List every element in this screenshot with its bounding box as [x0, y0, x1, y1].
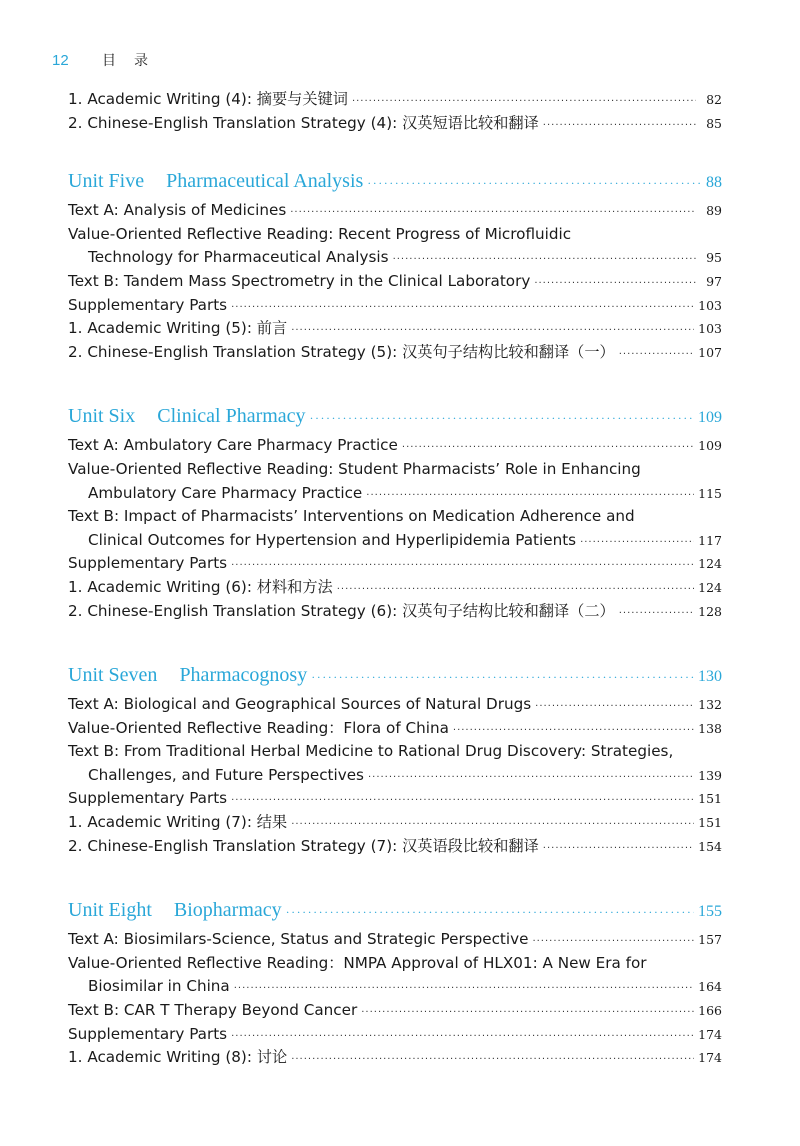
unit-label: Unit Seven — [68, 664, 158, 687]
toc-entry[interactable] — [68, 341, 722, 365]
entry-title: 2. Chinese-English Translation Strategy (5): 汉英句子结构比较和翻译（一） — [68, 342, 615, 361]
entry-title: Text A: Biological and Geographical Sources of Natural Drugs — [68, 695, 532, 714]
dot-leader — [361, 1001, 694, 1025]
entry-title: Text A: Analysis of Medicines — [68, 201, 287, 220]
entry-page: 164 — [698, 979, 722, 995]
unit-section — [68, 400, 722, 623]
dot-leader — [368, 766, 694, 790]
entry-page: 151 — [698, 791, 722, 807]
toc-entry[interactable] — [68, 482, 722, 506]
dot-leader — [532, 930, 694, 954]
entry-title-first-line: Text B: From Traditional Herbal Medicine to Rational Drug Discovery: Strategies, — [68, 742, 674, 761]
entry-page: 115 — [698, 485, 722, 501]
entry-title: 1. Academic Writing (4): 摘要与关键词 — [68, 90, 348, 108]
dot-leader — [286, 896, 694, 928]
entry-title-first-line: Value-Oriented Reflective Reading: Student Pharmacists’ Role in Enhancing — [68, 459, 641, 478]
entry-title: 1. Academic Writing (6): 材料和方法 — [68, 577, 333, 596]
toc-entry[interactable] — [68, 112, 722, 136]
entry-page: 103 — [698, 321, 722, 337]
dot-leader — [352, 90, 696, 114]
toc-entry[interactable] — [68, 1046, 722, 1070]
dot-leader — [534, 272, 696, 296]
entry-title-first-line: Value-Oriented Reflective Reading：NMPA Approval of HLX01: A New Era for — [68, 953, 647, 972]
entry-title: Text A: Ambulatory Care Pharmacy Practice — [68, 436, 398, 455]
entry-title: 1. Academic Writing (8): 讨论 — [68, 1048, 288, 1067]
toc-entry[interactable] — [68, 1023, 722, 1047]
toc-entry[interactable] — [68, 928, 722, 952]
entry-page: 124 — [698, 579, 722, 595]
toc-entry[interactable] — [68, 434, 722, 458]
entry-title: Clinical Outcomes for Hypertension and Hyperlipidemia Patients — [88, 530, 577, 549]
page-number: 12 — [52, 52, 69, 69]
entry-page: 117 — [698, 532, 722, 548]
unit-title: Clinical Pharmacy — [157, 405, 306, 428]
entry-title: Supplementary Parts — [68, 789, 228, 808]
dot-leader — [310, 402, 694, 434]
dot-leader — [535, 695, 694, 719]
toc-entry[interactable] — [68, 787, 722, 811]
toc-entry[interactable] — [68, 764, 722, 788]
entry-page: 128 — [698, 603, 722, 619]
units-list — [68, 165, 722, 1070]
entry-title: Supplementary Parts — [68, 295, 228, 314]
entry-title: Text B: CAR T Therapy Beyond Cancer — [68, 1001, 358, 1020]
unit-heading[interactable] — [68, 894, 722, 926]
dot-leader — [234, 977, 694, 1001]
dot-leader — [291, 813, 694, 837]
dot-leader — [291, 319, 694, 343]
unit-heading[interactable] — [68, 165, 722, 197]
entry-page: 82 — [706, 92, 722, 107]
dot-leader — [453, 719, 694, 743]
unit-title: Pharmacognosy — [179, 664, 308, 687]
toc-entry[interactable] — [68, 975, 722, 999]
entry-title: Biosimilar in China — [88, 977, 230, 996]
entry-page: 174 — [698, 1050, 722, 1066]
dot-leader — [580, 531, 694, 555]
toc-entry[interactable] — [68, 317, 722, 341]
entry-page: 138 — [698, 720, 722, 736]
entry-page: 103 — [698, 297, 722, 313]
toc-entry[interactable] — [68, 294, 722, 318]
entry-title-first-line: Value-Oriented Reflective Reading: Recent Progress of Microfluidic — [68, 224, 572, 243]
entry-title: Challenges, and Future Perspectives — [88, 765, 364, 784]
toc-entry[interactable] — [68, 529, 722, 553]
unit-heading[interactable] — [68, 400, 722, 432]
dot-leader — [543, 837, 694, 861]
entry-title: 2. Chinese-English Translation Strategy (7): 汉英语段比较和翻译 — [68, 836, 539, 855]
entry-page: 89 — [706, 203, 722, 219]
unit-section — [68, 659, 722, 858]
header-title: 目录 — [102, 53, 166, 69]
entry-title: Text B: Tandem Mass Spectrometry in the Clinical Laboratory — [68, 271, 531, 290]
toc-entry[interactable] — [68, 835, 722, 859]
entry-title: Ambulatory Care Pharmacy Practice — [88, 483, 363, 502]
toc-entry[interactable] — [68, 246, 722, 270]
entry-page: 174 — [698, 1026, 722, 1042]
top-entries — [68, 88, 722, 135]
toc-entry[interactable] — [68, 693, 722, 717]
dot-leader — [231, 789, 694, 813]
table-of-contents — [68, 88, 722, 1070]
entry-title: Text A: Biosimilars-Science, Status and Strategic Perspective — [68, 930, 529, 949]
entry-page: 151 — [698, 815, 722, 831]
toc-entry[interactable] — [68, 600, 722, 624]
unit-page: 130 — [698, 668, 722, 686]
entry-title: Supplementary Parts — [68, 1024, 228, 1043]
dot-leader — [337, 578, 694, 602]
toc-entry[interactable] — [68, 811, 722, 835]
dot-leader — [290, 201, 696, 225]
unit-heading[interactable] — [68, 659, 722, 691]
toc-entry[interactable] — [68, 88, 722, 112]
entry-page: 157 — [698, 932, 722, 948]
unit-title: Pharmaceutical Analysis — [166, 170, 364, 193]
entry-title: 1. Academic Writing (5): 前言 — [68, 319, 288, 338]
dot-leader — [366, 484, 694, 508]
dot-leader — [393, 248, 696, 272]
dot-leader — [231, 554, 694, 578]
entry-page: 97 — [706, 273, 722, 289]
entry-title: Value-Oriented Reflective Reading：Flora of China — [68, 718, 449, 737]
dot-leader — [231, 296, 694, 320]
entry-page: 85 — [706, 115, 722, 131]
toc-entry[interactable] — [68, 552, 722, 576]
page-header — [52, 50, 166, 70]
dot-leader — [291, 1048, 694, 1072]
unit-label: Unit Eight — [68, 899, 152, 922]
toc-entry[interactable] — [68, 199, 722, 223]
dot-leader — [231, 1025, 694, 1049]
dot-leader — [543, 114, 696, 138]
unit-page: 155 — [698, 903, 722, 921]
unit-title: Biopharmacy — [173, 899, 282, 922]
entry-title-first-line: Text B: Impact of Pharmacists’ Interventions on Medication Adherence and — [68, 507, 635, 526]
dot-leader — [619, 343, 694, 367]
entry-title: 2. Chinese-English Translation Strategy (4): 汉英短语比较和翻译 — [68, 113, 539, 132]
dot-leader — [367, 167, 702, 199]
dot-leader — [619, 602, 694, 626]
entry-page: 95 — [706, 250, 722, 266]
unit-section — [68, 894, 722, 1070]
entry-title: 1. Academic Writing (7): 结果 — [68, 813, 288, 832]
entry-page: 154 — [698, 838, 722, 854]
entry-page: 107 — [698, 344, 722, 360]
entry-title: Technology for Pharmaceutical Analysis — [88, 248, 389, 267]
dot-leader — [311, 661, 694, 693]
unit-section — [68, 165, 722, 364]
toc-entry[interactable] — [68, 270, 722, 294]
entry-page: 109 — [698, 438, 722, 454]
dot-leader — [402, 436, 694, 460]
unit-label: Unit Six — [68, 405, 136, 428]
entry-page: 124 — [698, 556, 722, 572]
toc-entry[interactable] — [68, 576, 722, 600]
entry-title: 2. Chinese-English Translation Strategy (6): 汉英句子结构比较和翻译（二） — [68, 601, 615, 620]
unit-page: 88 — [706, 174, 722, 192]
entry-page: 166 — [698, 1003, 722, 1019]
toc-entry[interactable] — [68, 717, 722, 741]
entry-title: Supplementary Parts — [68, 554, 228, 573]
unit-label: Unit Five — [68, 170, 145, 193]
toc-entry[interactable] — [68, 999, 722, 1023]
entry-page: 132 — [698, 697, 722, 713]
entry-page: 139 — [698, 767, 722, 783]
unit-page: 109 — [698, 409, 722, 427]
